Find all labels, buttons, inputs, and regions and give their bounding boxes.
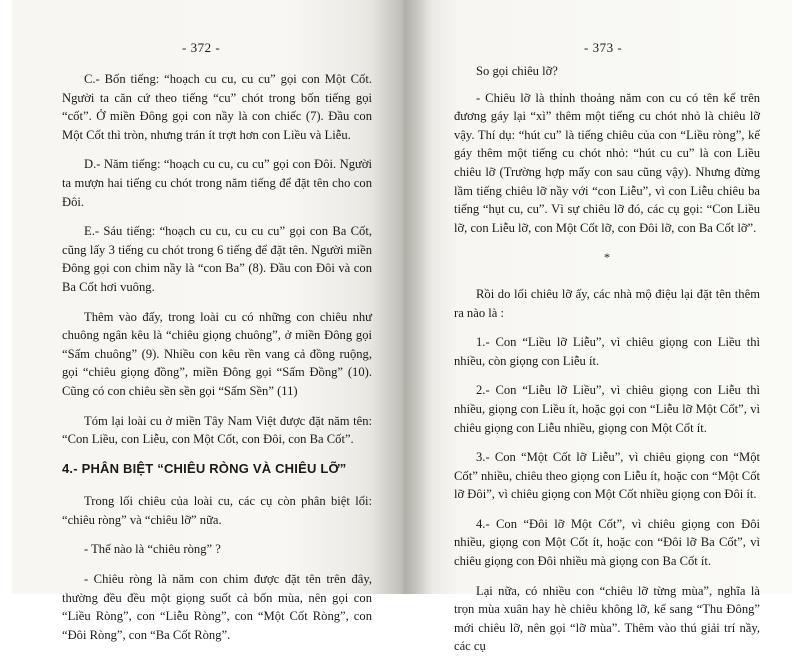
paragraph: Lại nữa, có nhiều con “chiêu lỡ từng mùa”, nghĩa là trọn mùa xuân hay hè chiêu không lỡ, kế sang “Thu Đông” mới chiêu lỡ, nên gọi “lỡ mùa”. Thêm vào thú giải trí nầy, các cụ bbox=[454, 583, 760, 654]
paragraph: E.- Sáu tiếng: “hoạch cu cu, cu cu cu” gọi con Ba Cốt, cũng lấy 3 tiếng cu chót trong 6 tiếng để đặt tên. Người miền Đông gọi con chim nầy là “con Ba” (8). Đầu con Đôi và con Ba Cốt hơi vuông. bbox=[62, 224, 372, 294]
paragraph: Thêm vào đấy, trong loài cu có những con chiêu như chuông ngân kêu là “chiêu giọng chuông”, ở miền Đông gọi “Sấm chuông” (9). Nhiều con kêu rền vang cả đồng ruộng, gọi “chiêu giọng đồng”, miền Đông gọi “Sấm Đồng” (10). Cũng có con chiêu sền sền gọi “Sấm Sền” (11) bbox=[62, 309, 372, 398]
left-page bbox=[12, 0, 404, 642]
paragraph: 4.- Con “Đôi lỡ Một Cốt”, vì chiêu giọng con Đôi nhiều, giọng con Một Cốt ít, hoặc con “Đôi lỡ Ba Cốt”, vì chiêu giọng con Đôi nhiều mà giọng con Ba Cốt ít. bbox=[454, 516, 760, 569]
left-page-text bbox=[62, 70, 372, 655]
paragraph: - Thế nào là “chiêu ròng” ? bbox=[84, 542, 221, 557]
paragraph: - Chiêu lỡ là thỉnh thoảng năm con cu có tên kể trên đương gáy lại “xì” thêm một tiếng cu chót nhỏ là chiêu lỡ vậy. Thí dụ: “hút cu” là tiếng chiêu của con “Liều ròng”, kế gáy thêm một tiếng cu chót nhỏ: “hút cu cu” là con Liều chiêu lỡ (Trường hợp mấy con sau cũng vậy). Nhưng đừng lầm tiếng chiêu lỡ nầy với “con Liễu”, vì con Liễu chiêu ba tiếng “hụt cu, cu”. Vì sự chiêu lỡ đó, các cụ gọi: “Con Liều lỡ, con Liễu lỡ, con Một Cốt lỡ, con Đôi lỡ, con Ba Cốt lỡ”. bbox=[454, 90, 760, 235]
right-page-text bbox=[454, 62, 760, 667]
paragraph: 3.- Con “Một Cốt lỡ Liễu”, vì chiêu giọng con “Một Cốt” nhiều, chiêu theo giọng con Liễu ít, hoặc con “Một Cốt lỡ Đôi”, vì chiêu giọng con Một Cốt nhiều giọng con Đôi ít. bbox=[454, 450, 760, 502]
page-number-right: - 373 - bbox=[584, 40, 623, 55]
paragraph: C.- Bốn tiếng: “hoạch cu cu, cu cu” gọi con Một Cốt. Người ta căn cứ theo tiếng “cu” chót trong bốn tiếng gọi “cốt”. Ở miền Đông gọi con nầy là con chiếc (7). Đầu con Một Cốt thì tròn, nhưng trán ít trợt hơn con Liều và Liễu. bbox=[62, 72, 372, 142]
paragraph: Trong lối chiêu của loài cu, các cụ còn phân biệt lối: “chiêu ròng” và “chiêu lỡ” nữa. bbox=[62, 494, 372, 527]
paragraph: 1.- Con “Liều lỡ Liễu”, vì chiêu giọng con Liều thì nhiều, còn giọng con Liễu ít. bbox=[454, 335, 760, 368]
paragraph: D.- Năm tiếng: “hoạch cu cu, cu cu” gọi con Đôi. Người ta mượn hai tiếng cu chót trong năm tiếng để đặt tên cho con Đôi. bbox=[62, 157, 372, 209]
separator-mark: * bbox=[604, 250, 610, 265]
paragraph: 2.- Con “Liễu lỡ Liều”, vì chiêu giọng con Liễu thì nhiều, giọng con Liều ít, hoặc gọi con “Liễu lỡ Một Cốt”, vì chiêu giọng con Liễu nhiều, giọng con Một Cốt ít. bbox=[454, 383, 760, 435]
paragraph: - Chiêu ròng là năm con chim được đặt tên trên đây, thường đều đều một giọng suốt cả bốn mùa, nên gọi con “Liều Ròng”, con “Liễu Ròng”, con “Một Cốt Ròng”, con “Đôi Ròng”, con “Ba Cốt Ròng”. bbox=[62, 572, 372, 642]
right-page bbox=[404, 0, 792, 654]
page-number-left: - 372 - bbox=[182, 40, 221, 55]
paragraph: Tóm lại loài cu ở miền Tây Nam Việt được đặt năm tên: “Con Liều, con Liễu, con Một Cốt, con Đôi, con Ba Cốt”. bbox=[62, 413, 372, 447]
paragraph: Rồi do lối chiêu lỡ ấy, các nhà mộ điệu lại đặt tên thêm ra nào là : bbox=[454, 286, 760, 320]
question-line: So gọi chiêu lỡ? bbox=[476, 64, 558, 78]
section-heading: 4.- PHÂN BIỆT “CHIÊU RÒNG VÀ CHIÊU LỠ” bbox=[62, 460, 347, 476]
